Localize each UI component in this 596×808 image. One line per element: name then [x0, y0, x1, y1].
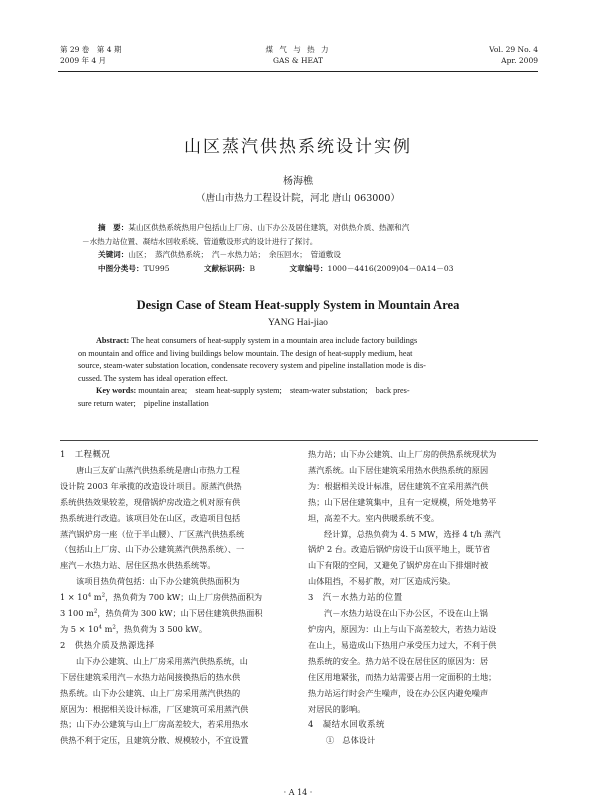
formula-part: m — [91, 592, 102, 603]
abstract-en-line: cussed. The system has ideal operation effect. — [78, 373, 228, 383]
abstract-en — [78, 335, 520, 410]
keywords-cn-label: 关键词： — [98, 250, 129, 259]
subsection-heading: ① 总体设计 — [326, 735, 376, 746]
body-line: 山体阻挡，不易扩散，对厂区造成污染。 — [308, 576, 456, 587]
body-line: 对居民的影响。 — [308, 703, 366, 714]
abstract-en-line: on mountain and office and living buildings below mountain. The design of heat-supply medium, heat — [78, 348, 413, 358]
body-line — [60, 606, 294, 622]
abstract-cn-line: －水热力站位置、凝结水回收系统、管道敷设形式的设计进行了探讨。 — [82, 236, 318, 246]
formula-sup: 2 — [101, 592, 106, 599]
formula-sup: 2 — [93, 608, 98, 615]
body-line: 蒸汽锅炉房一座（位于半山腰）、厂区蒸汽供热系统 — [60, 528, 245, 539]
body-line: 设计院 2003 年承揽的改造设计项目。原蒸汽供热 — [60, 480, 242, 491]
formula-part: 为 5 × 10 — [60, 623, 99, 634]
body-line: 供热不利于定压，且建筑分散、规模较小，不宜设置 — [60, 735, 249, 746]
body-line: 为：根据相关设计标准，居住建筑不宜采用蒸汽供 — [308, 480, 489, 491]
body-line: 下居住建筑采用汽－水热力站间接换热后的热水供 — [60, 671, 241, 682]
article-no-value: 1000－4416(2009)04－0A14－03 — [327, 263, 454, 273]
formula-part: ，热负荷为 700 kW；山上厂房供热面积为 — [105, 592, 263, 603]
body-line: 炉房内，原因为：山上与山下高差较大，若热力站设 — [308, 623, 497, 634]
section-heading: 1 工程概况 — [60, 449, 111, 459]
body-line: 唐山三友矿山蒸汽供热系统是唐山市热力工程 — [76, 464, 240, 475]
abstract-en-line: The heat consumers of heat-supply system in a mountain area include factory buildings — [131, 336, 418, 345]
body-line: 系统供热效果较差，现借锅炉房改造之机对原有供 — [60, 496, 241, 507]
body-line: 热系统的安全。热力站不设在居住区的原因为：居 — [308, 655, 489, 666]
header-date-en: Apr. 2009 — [501, 56, 538, 65]
body-line: 住区用地紧张，而热力站需要占用一定面积的土地； — [308, 671, 497, 682]
section-heading: 3 汽－水热力站的位置 — [308, 592, 403, 603]
body-line: 山下有限的空间，又避免了锅炉房在山下排烟时被 — [308, 560, 489, 571]
body-column-right — [308, 447, 542, 749]
header-rule — [58, 71, 538, 72]
abstract-cn-line: 某山区供热系统热用户包括山上厂房、山下办公及居住建筑，对供热介质、热源和汽 — [128, 223, 410, 232]
clc-label: 中图分类号： — [98, 263, 144, 273]
header-volume-en: Vol. 29 No. 4 — [489, 45, 538, 54]
body-line: 热；山下居住建筑集中，且有一定规模，所处地势平 — [308, 496, 497, 507]
body-line: 热力站；山下办公建筑、山上厂房的供热系统现状为 — [308, 449, 497, 459]
body-line: 原因为：根据相关设计标准，厂区建筑可采用蒸汽供 — [60, 703, 249, 714]
section-heading: 2 供热介质及热源选择 — [60, 639, 155, 650]
keywords-cn: 山区； 蒸汽供热系统； 汽－水热力站； 余压回水； 管道敷设 — [128, 250, 341, 259]
body-line: （包括山上厂房、山下办公建筑蒸汽供热系统）、一 — [60, 544, 245, 555]
body-line — [60, 590, 294, 606]
formula-part: ，热负荷为 3 500 kW。 — [115, 623, 208, 634]
paper-title: 山区蒸汽供热系统设计实例 — [184, 137, 412, 157]
keywords-en-line: mountain area; steam heat-supply system; steam-water substation; back pres- — [138, 386, 410, 395]
abstract-en-line: source, steam-water substation location, condensate recovery system and pipeline installation mode is dis- — [78, 361, 426, 370]
formula-part: m — [101, 623, 113, 634]
header-journal-en: GAS & HEAT — [272, 56, 323, 65]
classification-row — [82, 262, 520, 276]
section-heading: 4 凝结水回收系统 — [308, 719, 385, 730]
paper-title-en: Design Case of Steam Heat-supply System in Mountain Area — [136, 298, 460, 312]
body-line: 汽－水热力站设在山下办公区，不设在山上锅 — [324, 608, 488, 619]
paper-author-en: YANG Hai-jiao — [268, 318, 328, 328]
body-line: 热；山下办公建筑与山上厂房高差较大，若采用热水 — [60, 719, 249, 730]
doc-code-label: 文献标识码： — [203, 263, 250, 273]
keywords-en-label: Key words: — [96, 386, 137, 395]
body-line: 坦，高差不大。室内供暖系统不变。 — [308, 512, 440, 523]
page-number: · A 14 · — [283, 788, 313, 797]
body-line: 该项目热负荷包括：山下办公建筑供热面积为 — [76, 576, 240, 587]
body-line: 经计算，总热负荷为 4. 5 MW，选择 4 t/h 蒸汽 — [324, 528, 501, 539]
body-line: 山下办公建筑、山上厂房采用蒸汽供热系统，山 — [76, 655, 248, 666]
body-line — [60, 622, 294, 638]
header-date-cn: 2009 年 4 月 — [60, 56, 107, 65]
body-line: 座汽－水热力站、居住区热水供热系统等。 — [60, 560, 216, 571]
body-column-left — [60, 447, 294, 749]
abstract-cn-label: 摘 要： — [98, 223, 129, 232]
article-no-label: 文章编号： — [289, 263, 328, 273]
formula-sup: 4 — [98, 624, 102, 631]
body-line: 锅炉 2 台。改造后锅炉房设于山顶平地上，既节省 — [308, 544, 491, 555]
clc-value: TU995 — [143, 263, 170, 273]
header-volume-info-en — [489, 44, 538, 66]
formula-part: 1 × 10 — [60, 592, 88, 603]
header-journal-cn: 煤 气 与 热 力 — [265, 45, 331, 54]
formula-part: 3 100 m — [60, 608, 94, 619]
body-line: 在山上，易造成山下热用户承受压力过大，不利于供 — [308, 639, 497, 650]
doc-code-value: B — [249, 263, 256, 273]
formula-sup: 4 — [87, 592, 92, 599]
body-line: 热力站运行时会产生噪声，设在办公区内避免噪声 — [308, 687, 489, 698]
paper-affiliation: （唐山市热力工程设计院，河北 唐山 063000） — [196, 193, 400, 204]
body-line: 热系统。山下办公建筑、山上厂房采用蒸汽供热的 — [60, 687, 241, 698]
abstract-cn — [82, 221, 520, 275]
body-line: 热系统进行改造。该项目处在山区，改造项目包括 — [60, 512, 241, 523]
formula-part: ，热负荷为 300 kW；山下居住建筑供热面积 — [97, 608, 263, 619]
keywords-en-line: sure return water; pipeline installation — [78, 398, 209, 408]
paper-author: 杨海樵 — [283, 176, 313, 187]
body-line: 蒸汽系统。山下居住建筑采用热水供热系统的原因 — [308, 464, 489, 475]
header-volume: 第 29 卷 第 4 期 — [60, 45, 122, 54]
abstract-en-label: Abstract: — [96, 336, 130, 345]
formula-sup: 2 — [112, 624, 116, 631]
body-rule — [60, 440, 538, 441]
